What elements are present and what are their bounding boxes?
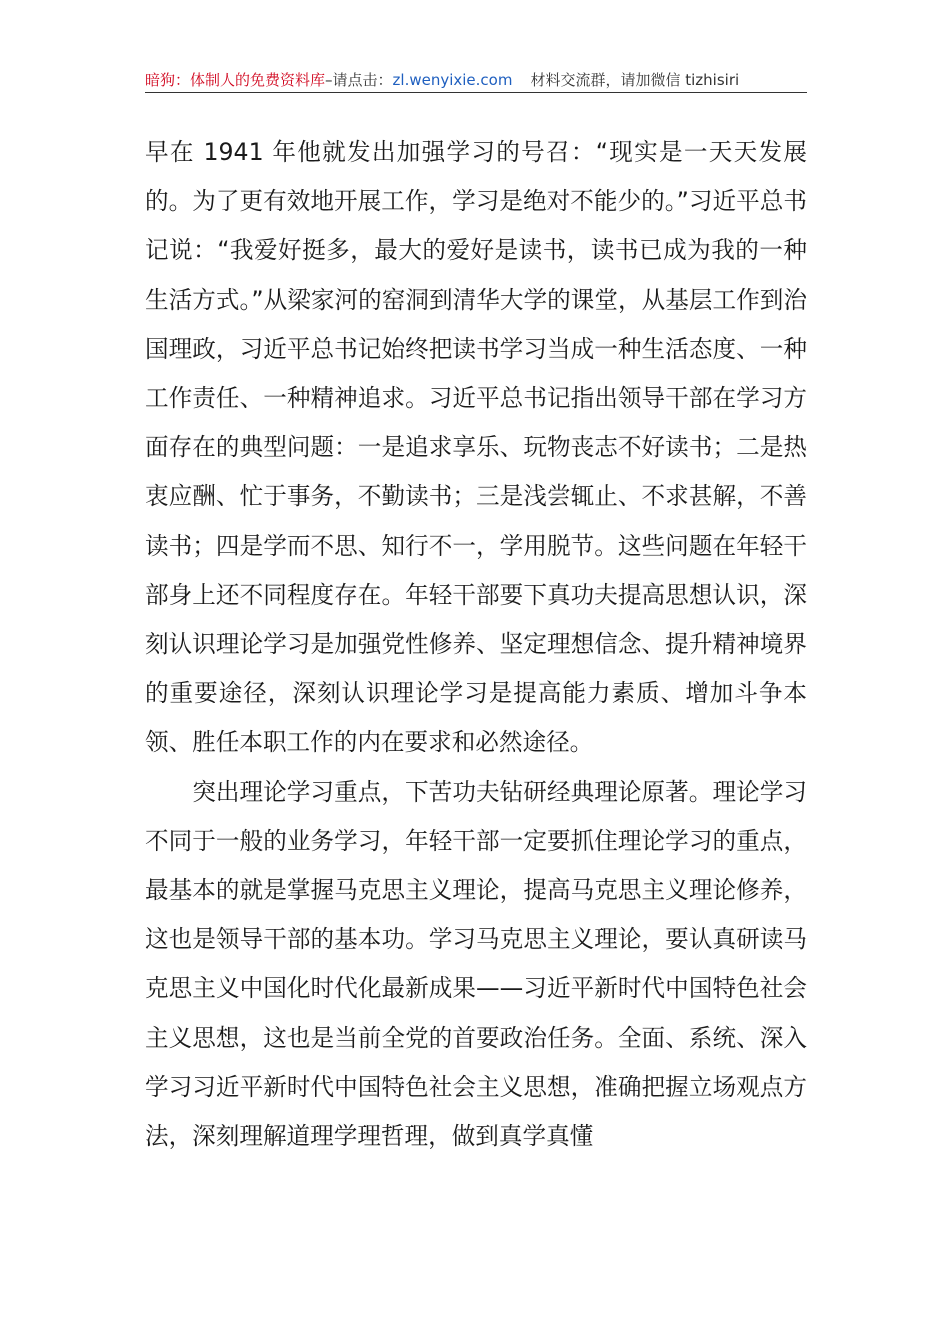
document-body	[145, 128, 807, 1161]
paragraph-1: 早在 1941 年他就发出加强学习的号召：“现实是一天天发展的。为了更有效地开展工作，学习是绝对不能少的。”习近平总书记说：“我爱好挺多，最大的爱好是读书，读书已成为我的一种生活方式。”从梁家河的窑洞到清华大学的课堂，从基层工作到治国理政，习近平总书记始终把读书学习当成一种生活态度、一种工作责任、一种精神追求。习近平总书记指出领导干部在学习方面存在的典型问题：一是追求享乐、玩物丧志不好读书；二是热衷应酬、忙于事务，不勤读书；三是浅尝辄止、不求甚解，不善读书；四是学而不思、知行不一，学用脱节。这些问题在年轻干部身上还不同程度存在。年轻干部要下真功夫提高思想认识，深刻认识理论学习是加强党性修养、坚定理想信念、提升精神境界的重要途径，深刻认识理论学习是提高能力素质、增加斗争本领、胜任本职工作的内在要求和必然途径。	[145, 138, 807, 757]
page-header	[145, 68, 807, 93]
header-brand: 暗狗：体制人的免费资料库	[145, 71, 326, 89]
header-link[interactable]: zl.wenyixie.com	[392, 71, 513, 89]
header-group-info: 材料交流群，请加微信 tizhisiri	[530, 71, 740, 89]
header-prompt: –请点击：	[325, 71, 393, 89]
paragraph-2: 突出理论学习重点，下苦功夫钻研经典理论原著。理论学习不同于一般的业务学习，年轻干部一定要抓住理论学习的重点，最基本的就是掌握马克思主义理论，提高马克思主义理论修养，这也是领导干部的基本功。学习马克思主义理论，要认真研读马克思主义中国化时代化最新成果——习近平新时代中国特色社会主义思想，这也是当前全党的首要政治任务。全面、系统、深入学习习近平新时代中国特色社会主义思想，准确把握立场观点方法，深刻理解道理学理哲理，做到真学真懂	[145, 777, 807, 1151]
